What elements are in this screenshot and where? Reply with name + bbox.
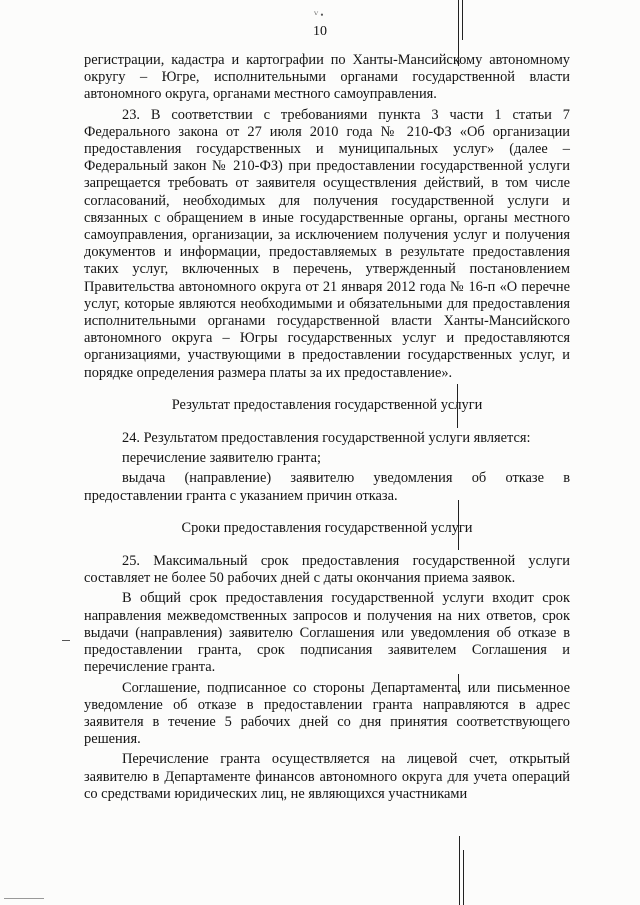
page-number: 10 xyxy=(313,24,327,39)
scan-line-top-2 xyxy=(462,0,463,40)
paragraph: 25. Максимальный срок предоставления государственной услуги составляет не более 50 рабочих дней с даты окончания приема заявок. xyxy=(84,553,570,587)
section-heading: Результат предоставления государственной услуги xyxy=(171,396,483,413)
top-scan-mark: ⱽ • xyxy=(314,10,324,20)
paragraph: 24. Результатом предоставления государственной услуги является: xyxy=(122,430,531,447)
scan-line-bottom xyxy=(459,836,460,905)
scan-line-bottom-2 xyxy=(463,850,464,905)
bottom-dash xyxy=(4,898,44,899)
document-body xyxy=(84,52,570,803)
paragraph: выдача (направление) заявителю уведомления об отказе в предоставлении гранта с указанием причин отказа. xyxy=(84,470,570,504)
paragraph: перечисление заявителю гранта; xyxy=(122,450,322,467)
section-heading: Сроки предоставления государственной услуги xyxy=(181,519,473,536)
paragraph: Перечисление гранта осуществляется на лицевой счет, открытый заявителю в Департаменте финансов автономного округа для учета операций со средствами юридических лиц, не являющихся участниками xyxy=(84,751,570,802)
paragraph: В общий срок предоставления государственной услуги входит срок направления межведомственных запросов и получения на них ответов, срок выдачи (направления) заявителю Соглашения или уведомления об отказе в предоставлении гранта, срок подписания заявителем Соглашения и перечисление гранта. xyxy=(84,590,570,676)
paragraph: 23. В соответствии с требованиями пункта 3 части 1 статьи 7 Федерального закона от 27 июля 2010 года № 210-ФЗ «Об организации предоставления государственных и муниципальных услуг» (далее – Федеральный закон № 210-ФЗ) при предоставлении государственной услуги запрещается требовать от заявителя осуществления действий, в том числе согласований, необходимых для получения государственной услуги и связанных с обращением в иные государственные органы, органы местного самоуправления, организации, за исключением получения услуг и получения документов и информации, предоставляемых в результате предоставления таких услуг, включенных в перечень, утвержденный постановлением Правительства автономного округа от 21 января 2012 года № 16-п «О перечне услуг, которые являются необходимыми и обязательными для предоставления исполнительными органами государственной власти Ханты-Мансийского автономного округа – Югры государственных услуг и предоставляются организациями, участвующими в предоставлении государственных услуг, и порядке определения размера платы за их предоставление». xyxy=(84,106,570,381)
paragraph: регистрации, кадастра и картографии по Ханты-Мансийскому автономному округу – Югре, исполнительными органами государственной власти автономного округа, органами местного самоуправления. xyxy=(84,52,570,103)
paragraph: Соглашение, подписанное со стороны Департамента, или письменное уведомление об отказе в предоставлении гранта направляются в адрес заявителя в течение 5 рабочих дней со дня принятия соответствующего решения. xyxy=(84,679,570,748)
margin-dash xyxy=(62,640,70,641)
